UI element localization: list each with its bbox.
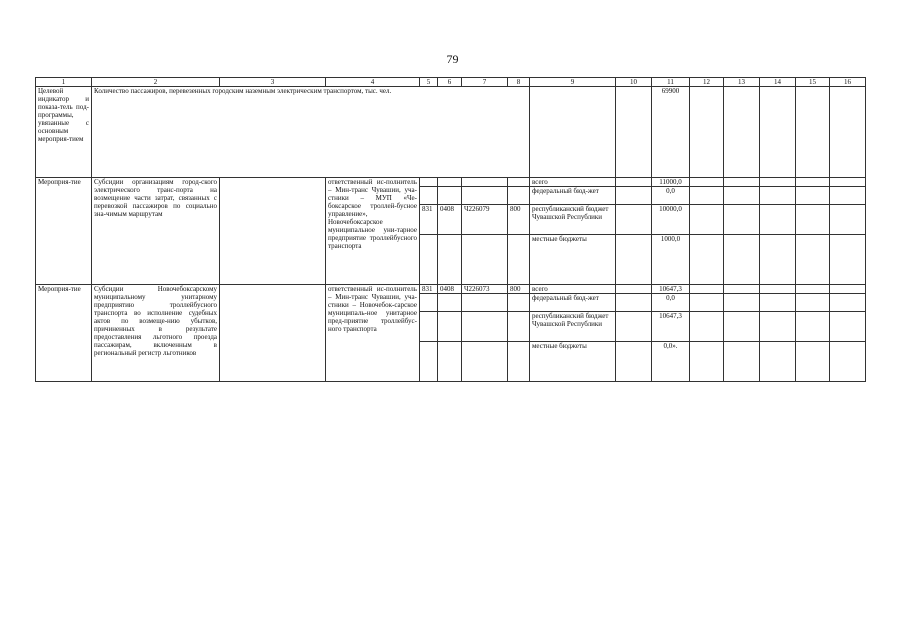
empty-cell [690,187,724,205]
empty-cell [724,312,760,342]
header-cell: 15 [796,78,830,87]
empty-cell [462,235,508,285]
empty-cell [508,294,530,312]
empty-cell [462,312,508,342]
funding-value: 0,0 [652,294,690,312]
empty-cell [438,178,462,187]
empty-cell [616,205,652,235]
empty-cell [724,87,760,178]
measure-name: Субсидии Новочебоксарскому муниципальному унитарному предприятию троллейбусного транспорта во исполнение судебных актов по возмеще-нию убытков, причиненных в результате предоставления льготного проезда пассажирам, включенным в региональный регистр льготников [92,285,220,382]
vr-code: 800 [508,285,530,294]
indicator-label: Целевой индикатор и показа-тель под-программы, увязанные с основным мероприя-тием [36,87,92,178]
measure-type: Мероприя-тие [36,285,92,382]
csr-code: Ч226073 [462,285,508,294]
empty-cell [830,285,866,294]
empty-cell [508,312,530,342]
empty-cell [462,342,508,382]
empty-cell [420,235,438,285]
measure-executor: ответственный ис-полнитель – Мин-транс Чувашии, уча-стники – Новочебок-сарское муниципаль-ное унитарное пред-приятие троллейбус-ного транспорта [326,285,420,382]
empty-cell [724,235,760,285]
measure-col3 [220,178,326,285]
vr-code: 800 [508,205,530,235]
measure-row [36,285,866,294]
empty-cell [760,294,796,312]
empty-cell [616,178,652,187]
header-cell: 1 [36,78,92,87]
empty-cell [420,178,438,187]
empty-cell [796,87,830,178]
measure-executor: ответственный ис-полнитель – Мин-транс Чувашии, уча-стники – МУП «Че-боксарское троллей-бусное управление», Новочебоксарское муниципальное уни-тарное предприятие троллейбусного транспорта [326,178,420,285]
funding-source: всего [530,285,616,294]
indicator-description: Количество пассажиров, перевезенных городским наземным электрическим транспортом, тыс. чел. [92,87,530,178]
empty-cell [690,285,724,294]
empty-cell [796,178,830,187]
empty-cell [760,235,796,285]
header-cell: 5 [420,78,438,87]
empty-cell [724,285,760,294]
indicator-row [36,87,866,178]
header-cell: 2 [92,78,220,87]
empty-cell [508,178,530,187]
empty-cell [438,312,462,342]
empty-cell [760,285,796,294]
funding-source: всего [530,178,616,187]
empty-cell [690,205,724,235]
measure-row [36,178,866,187]
empty-cell [830,187,866,205]
indicator-source-cell [530,87,616,178]
empty-cell [462,178,508,187]
empty-cell [616,235,652,285]
empty-cell [616,285,652,294]
empty-cell [796,205,830,235]
header-cell: 4 [326,78,420,87]
empty-cell [462,294,508,312]
empty-cell [438,235,462,285]
empty-cell [796,235,830,285]
empty-cell [616,294,652,312]
empty-cell [796,187,830,205]
funding-source: местные бюджеты [530,235,616,285]
funding-value: 0,0». [652,342,690,382]
funding-source: республиканский бюджет Чувашской Республики [530,312,616,342]
funding-value: 0,0 [652,187,690,205]
header-cell: 13 [724,78,760,87]
header-row [36,78,866,87]
empty-cell [420,187,438,205]
header-cell: 6 [438,78,462,87]
empty-cell [724,342,760,382]
empty-cell [690,294,724,312]
empty-cell [760,187,796,205]
header-cell: 8 [508,78,530,87]
empty-cell [690,342,724,382]
empty-cell [420,342,438,382]
empty-cell [724,294,760,312]
funding-source: федеральный бюд-жет [530,294,616,312]
funding-value: 11000,0 [652,178,690,187]
header-cell: 3 [220,78,326,87]
empty-cell [616,87,652,178]
empty-cell [724,205,760,235]
empty-cell [438,342,462,382]
funding-value: 1000,0 [652,235,690,285]
empty-cell [724,187,760,205]
empty-cell [796,312,830,342]
empty-cell [690,87,724,178]
empty-cell [420,312,438,342]
empty-cell [830,87,866,178]
empty-cell [796,342,830,382]
empty-cell [830,342,866,382]
funding-source: местные бюджеты [530,342,616,382]
empty-cell [724,178,760,187]
rzpr-code: 0408 [438,285,462,294]
measure-type: Мероприя-тие [36,178,92,285]
empty-cell [616,342,652,382]
empty-cell [760,312,796,342]
empty-cell [438,187,462,205]
empty-cell [830,294,866,312]
grbs-code: 831 [420,285,438,294]
empty-cell [760,87,796,178]
empty-cell [616,312,652,342]
header-cell: 12 [690,78,724,87]
empty-cell [760,342,796,382]
funding-value: 10647,3 [652,312,690,342]
empty-cell [420,294,438,312]
funding-source: федеральный бюд-жет [530,187,616,205]
funding-value: 10000,0 [652,205,690,235]
budget-table [35,77,866,382]
empty-cell [796,285,830,294]
empty-cell [462,187,508,205]
empty-cell [616,187,652,205]
empty-cell [690,178,724,187]
funding-value: 10647,3 [652,285,690,294]
indicator-value: 69900 [652,87,690,178]
empty-cell [830,205,866,235]
grbs-code: 831 [420,205,438,235]
header-cell: 11 [652,78,690,87]
empty-cell [830,178,866,187]
empty-cell [760,205,796,235]
header-cell: 16 [830,78,866,87]
header-cell: 9 [530,78,616,87]
rzpr-code: 0408 [438,205,462,235]
empty-cell [438,294,462,312]
empty-cell [690,312,724,342]
empty-cell [508,187,530,205]
empty-cell [830,235,866,285]
header-cell: 14 [760,78,796,87]
csr-code: Ч226079 [462,205,508,235]
header-cell: 10 [616,78,652,87]
empty-cell [690,235,724,285]
measure-name: Субсидии организациям город-ского электрического транс-порта на возмещение части затрат, связанных с перевозкой пассажиров по социально зна-чимым маршрутам [92,178,220,285]
header-cell: 7 [462,78,508,87]
empty-cell [830,312,866,342]
page-number: 79 [446,52,459,66]
empty-cell [760,178,796,187]
empty-cell [508,342,530,382]
measure-col3 [220,285,326,382]
funding-source: республиканский бюджет Чувашской Республики [530,205,616,235]
empty-cell [508,235,530,285]
empty-cell [796,294,830,312]
